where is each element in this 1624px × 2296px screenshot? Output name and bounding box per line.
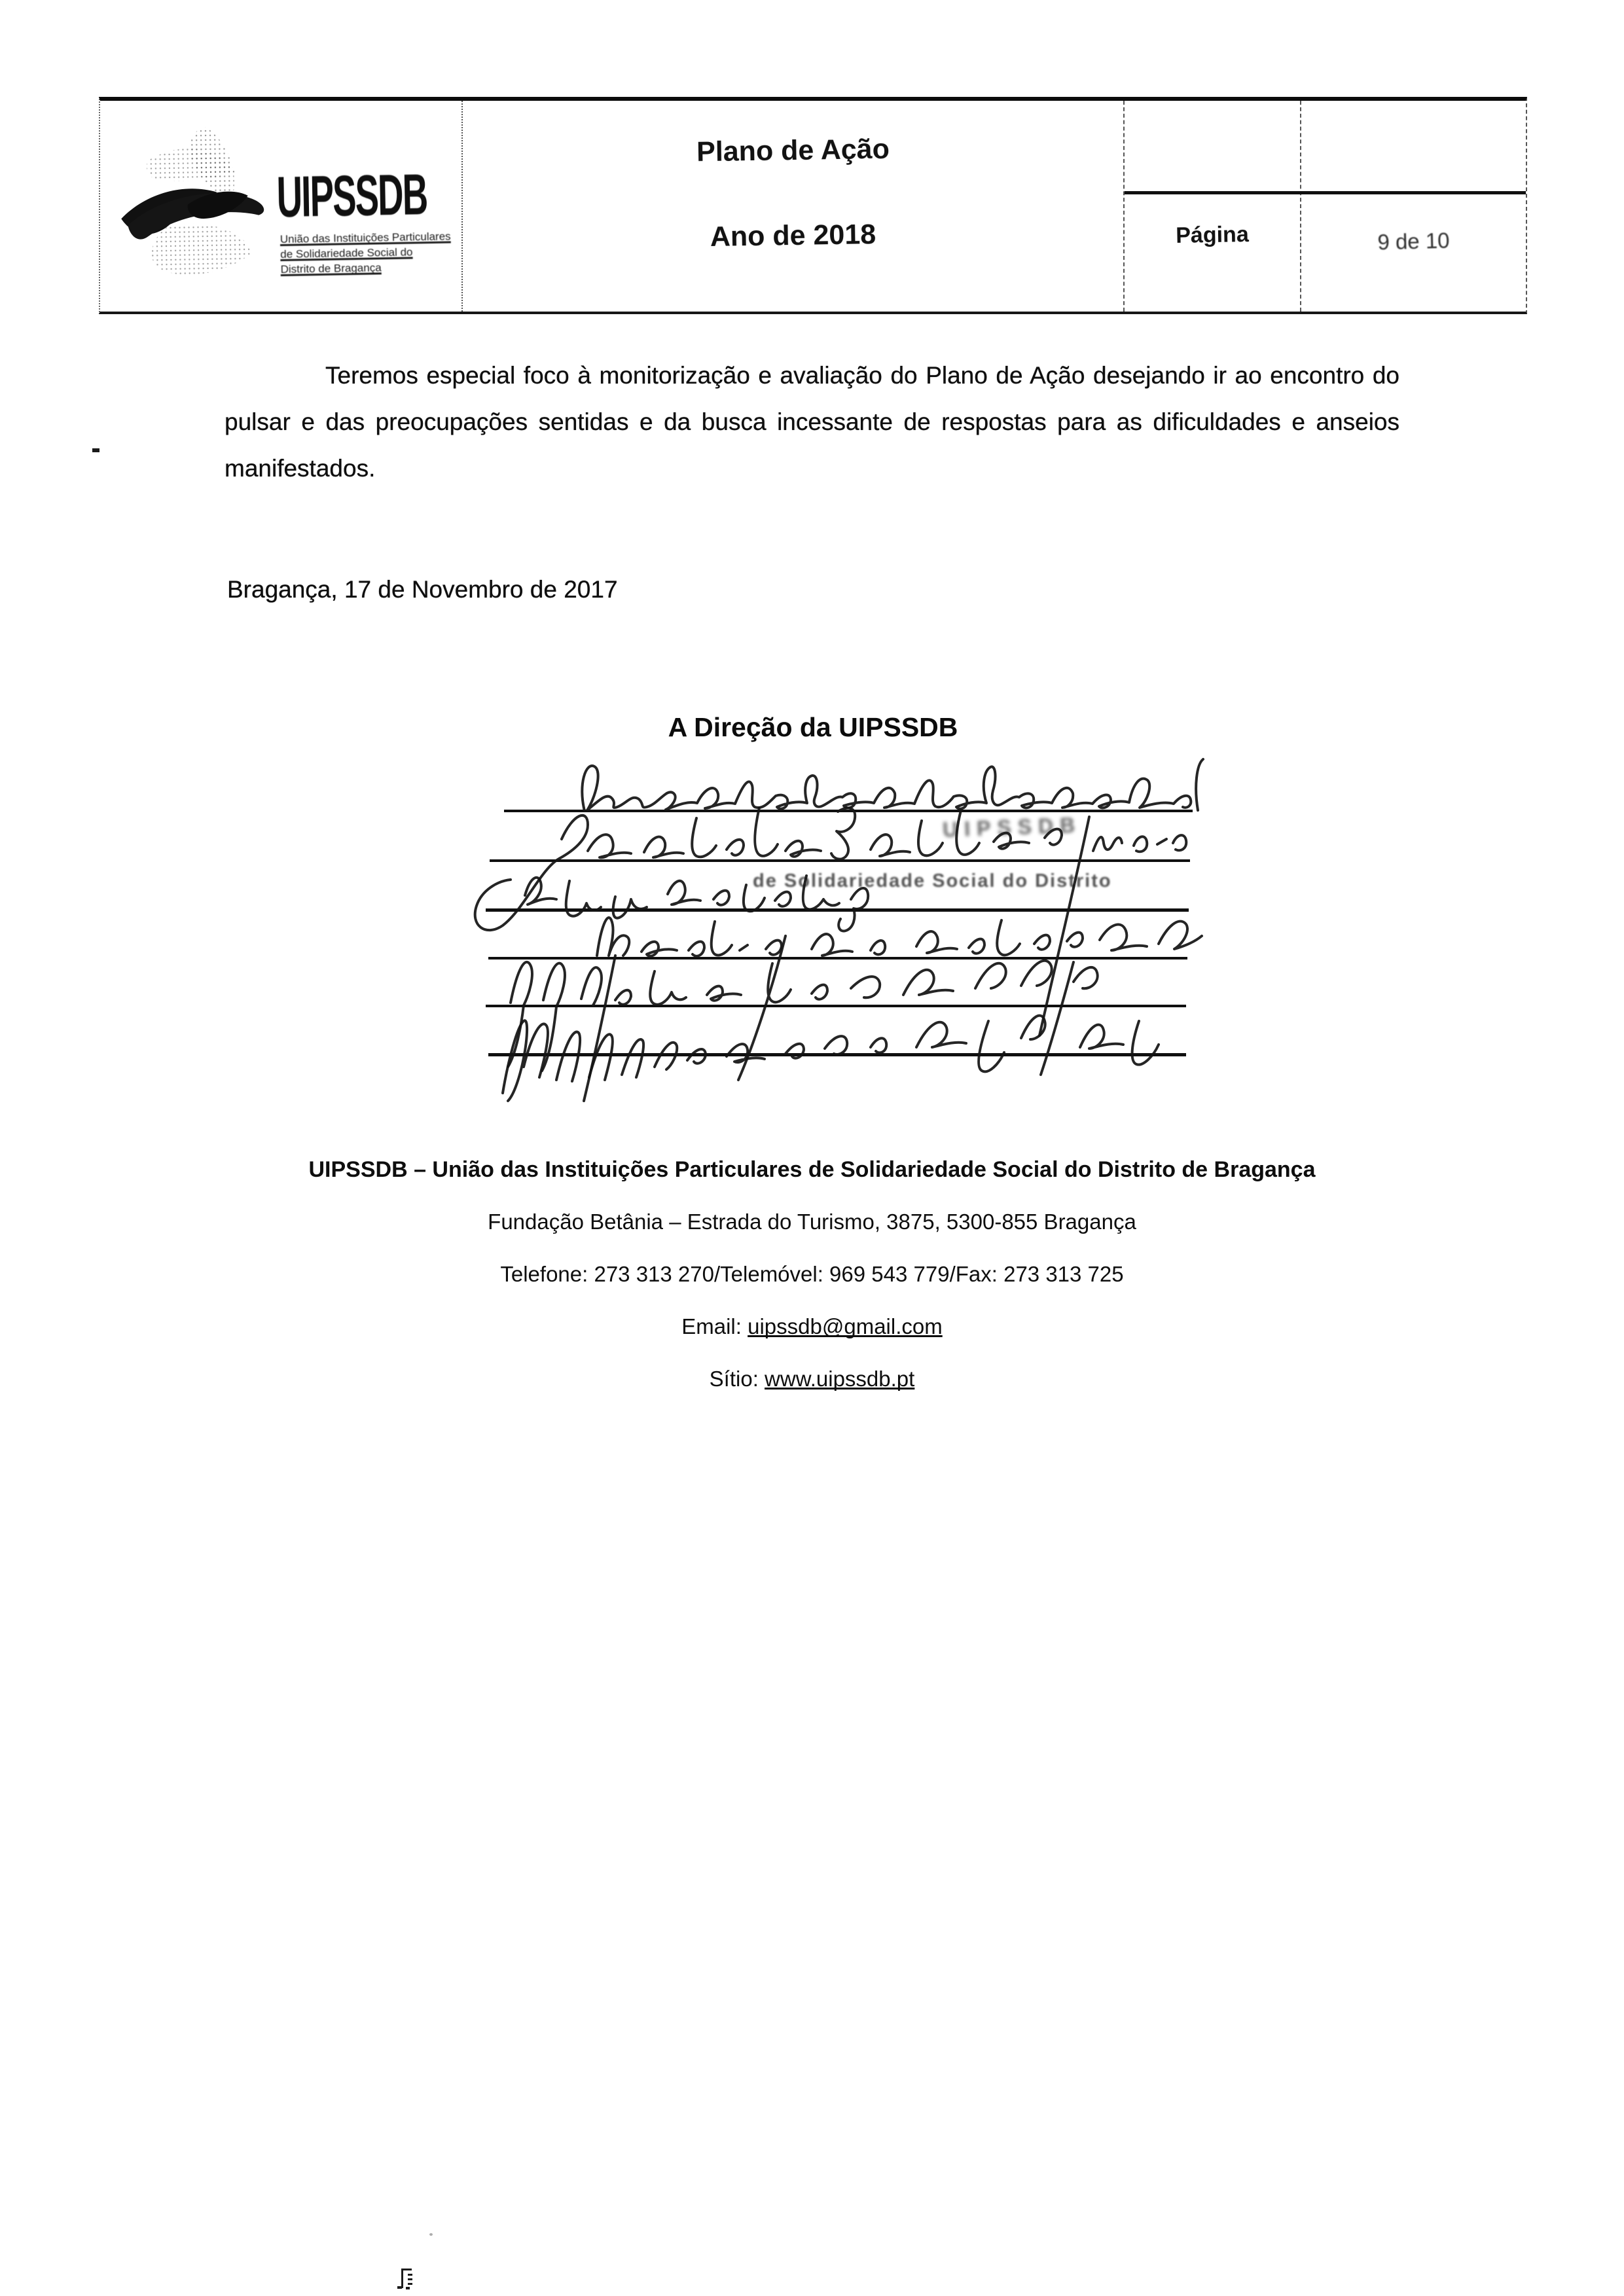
logo-subtitle-line-3: Distrito de Bragança	[280, 261, 382, 276]
logo-subtitle-line-2: de Solidariedade Social do	[280, 245, 413, 261]
signature-heading: A Direção da UIPSSDB	[668, 712, 958, 742]
header-title-cell	[463, 101, 1125, 312]
email-label: Email:	[681, 1314, 748, 1338]
logo-subtitle	[280, 228, 458, 277]
scan-artifact-mark	[397, 2269, 416, 2291]
signature-stroke	[582, 759, 1203, 811]
stamp-text-fragment: de Solidariedade Social do Distrito	[753, 870, 1112, 891]
header-page-label-cell	[1125, 101, 1301, 312]
signature-stroke	[597, 918, 1202, 956]
header-logo-cell	[100, 101, 463, 312]
logo-subtitle-line-1: União das Instituições Particulares	[280, 230, 451, 246]
site-label: Sítio:	[709, 1367, 765, 1391]
page-label: Página	[1175, 222, 1250, 248]
document-title: Plano de Ação	[696, 133, 890, 168]
date-line: Bragança, 17 de Novembro de 2017	[227, 576, 618, 603]
footer-email-line	[0, 1314, 1624, 1339]
footer-address: Fundação Betânia – Estrada do Turismo, 3875, 5300-855 Bragança	[488, 1210, 1136, 1234]
email-address: uipssdb@gmail.com	[748, 1314, 943, 1338]
scan-artifact-speck	[429, 2233, 433, 2236]
handwritten-signatures	[419, 740, 1335, 1106]
document-year: Ano de 2018	[710, 219, 876, 253]
stamp-text-fragment: UIPSSDB	[942, 813, 1082, 842]
logo-acronym: UIPSSDB	[276, 162, 428, 230]
page-number: 9 de 10	[1377, 228, 1450, 255]
header-table	[99, 97, 1527, 314]
uipssdb-logo	[104, 116, 461, 298]
footer-phones: Telefone: 273 313 270/Telemóvel: 969 543 779/Fax: 273 313 725	[500, 1262, 1124, 1286]
footer-site-line	[0, 1367, 1624, 1391]
site-url: www.uipssdb.pt	[765, 1367, 915, 1391]
header-table-divider	[1125, 191, 1526, 194]
body-paragraph: Teremos especial foco à monitorização e avaliação do Plano de Ação desejando ir ao encontro do pulsar e das preocupações sentidas e da busca incessante de respostas para as dificuldades e anseios manifestados.	[225, 362, 1399, 482]
header-page-value-cell	[1301, 101, 1526, 312]
signature-stroke	[508, 936, 1098, 1101]
scan-artifact-dash	[92, 448, 99, 452]
footer-org-name: UIPSSDB – União das Instituições Particulares de Solidariedade Social do Distrito de Bragança	[308, 1157, 1316, 1182]
